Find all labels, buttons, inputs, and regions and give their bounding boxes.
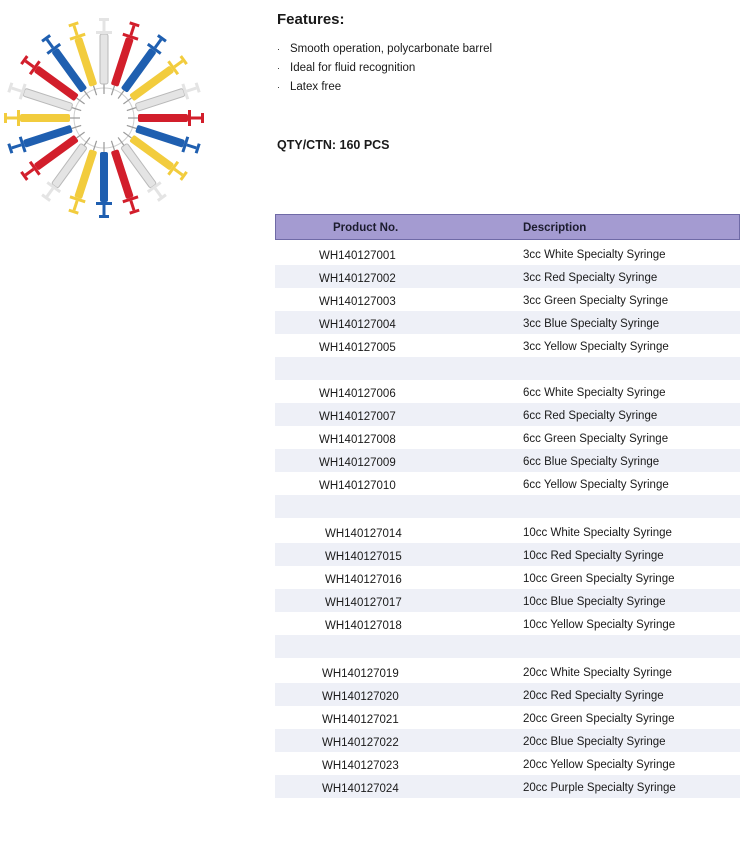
product-number: WH140127016 — [325, 574, 402, 586]
table-row — [275, 426, 740, 449]
product-description: 10cc Blue Specialty Syringe — [523, 596, 666, 608]
syringe-icon — [4, 110, 80, 126]
product-description: 3cc White Specialty Syringe — [523, 249, 666, 261]
product-number: WH140127020 — [322, 691, 399, 703]
product-number: WH140127015 — [325, 551, 402, 563]
table-row — [275, 706, 740, 729]
product-description: 10cc Yellow Specialty Syringe — [523, 619, 676, 631]
table-row — [275, 334, 740, 357]
product-number: WH140127004 — [319, 319, 396, 331]
table-row — [275, 566, 740, 589]
bullet-icon: · — [277, 82, 280, 92]
table-spacer-row — [275, 495, 740, 518]
product-number: WH140127006 — [319, 388, 396, 400]
table-spacer-row — [275, 357, 740, 380]
product-description: 10cc Red Specialty Syringe — [523, 550, 664, 562]
syringe-icon — [128, 110, 204, 126]
product-description: 20cc White Specialty Syringe — [523, 667, 672, 679]
product-description: 10cc White Specialty Syringe — [523, 527, 672, 539]
feature-item: · Smooth operation, polycarbonate barrel — [277, 40, 492, 59]
syringe-icon — [96, 142, 112, 218]
product-number: WH140127022 — [322, 737, 399, 749]
features-list — [277, 40, 492, 97]
table-row — [275, 403, 740, 426]
table-row — [275, 518, 740, 543]
product-number: WH140127007 — [319, 411, 396, 423]
table-body — [275, 240, 740, 798]
product-number: WH140127017 — [325, 597, 402, 609]
features-title: Features: — [277, 11, 345, 28]
product-description: 20cc Purple Specialty Syringe — [523, 782, 676, 794]
product-number: WH140127002 — [319, 273, 396, 285]
table-row — [275, 288, 740, 311]
product-description: 6cc Blue Specialty Syringe — [523, 456, 660, 468]
feature-item: · Ideal for fluid recognition — [277, 59, 492, 78]
qty-per-carton: QTY/CTN: 160 PCS — [277, 138, 390, 152]
product-number: WH140127009 — [319, 457, 396, 469]
bullet-icon: · — [277, 44, 280, 54]
table-spacer-row — [275, 635, 740, 658]
table-row — [275, 449, 740, 472]
product-number: WH140127010 — [319, 480, 396, 492]
syringe-wheel-image — [0, 10, 220, 240]
product-description: 3cc Yellow Specialty Syringe — [523, 341, 669, 353]
product-description: 20cc Green Specialty Syringe — [523, 713, 675, 725]
table-row — [275, 658, 740, 683]
product-number: WH140127003 — [319, 296, 396, 308]
header-product-no: Product No. — [333, 222, 399, 234]
product-number: WH140127023 — [322, 760, 399, 772]
header-description: Description — [523, 222, 587, 234]
feature-item: · Latex free — [277, 78, 492, 97]
product-description: 6cc Red Specialty Syringe — [523, 410, 658, 422]
table-row — [275, 612, 740, 635]
product-number: WH140127014 — [325, 528, 402, 540]
product-description: 10cc Green Specialty Syringe — [523, 573, 675, 585]
table-row — [275, 729, 740, 752]
table-row — [275, 380, 740, 403]
product-description: 20cc Yellow Specialty Syringe — [523, 759, 676, 771]
product-number: WH140127005 — [319, 342, 396, 354]
bullet-icon: · — [277, 63, 280, 73]
product-number: WH140127024 — [322, 783, 399, 795]
product-description: 6cc Green Specialty Syringe — [523, 433, 669, 445]
table-row — [275, 265, 740, 288]
table-row — [275, 240, 740, 265]
syringe-icon — [96, 18, 112, 94]
product-table — [275, 214, 740, 798]
product-number: WH140127001 — [319, 250, 396, 262]
product-description: 3cc Green Specialty Syringe — [523, 295, 669, 307]
table-row — [275, 543, 740, 566]
table-row — [275, 683, 740, 706]
table-row — [275, 775, 740, 798]
product-number: WH140127021 — [322, 714, 399, 726]
product-description: 20cc Blue Specialty Syringe — [523, 736, 666, 748]
table-row — [275, 472, 740, 495]
table-header — [275, 214, 740, 240]
table-row — [275, 311, 740, 334]
product-description: 3cc Red Specialty Syringe — [523, 272, 658, 284]
table-row — [275, 589, 740, 612]
table-row — [275, 752, 740, 775]
product-description: 3cc Blue Specialty Syringe — [523, 318, 660, 330]
product-number: WH140127019 — [322, 668, 399, 680]
product-number: WH140127008 — [319, 434, 396, 446]
product-description: 20cc Red Specialty Syringe — [523, 690, 664, 702]
product-description: 6cc White Specialty Syringe — [523, 387, 666, 399]
product-description: 6cc Yellow Specialty Syringe — [523, 479, 669, 491]
product-number: WH140127018 — [325, 620, 402, 632]
